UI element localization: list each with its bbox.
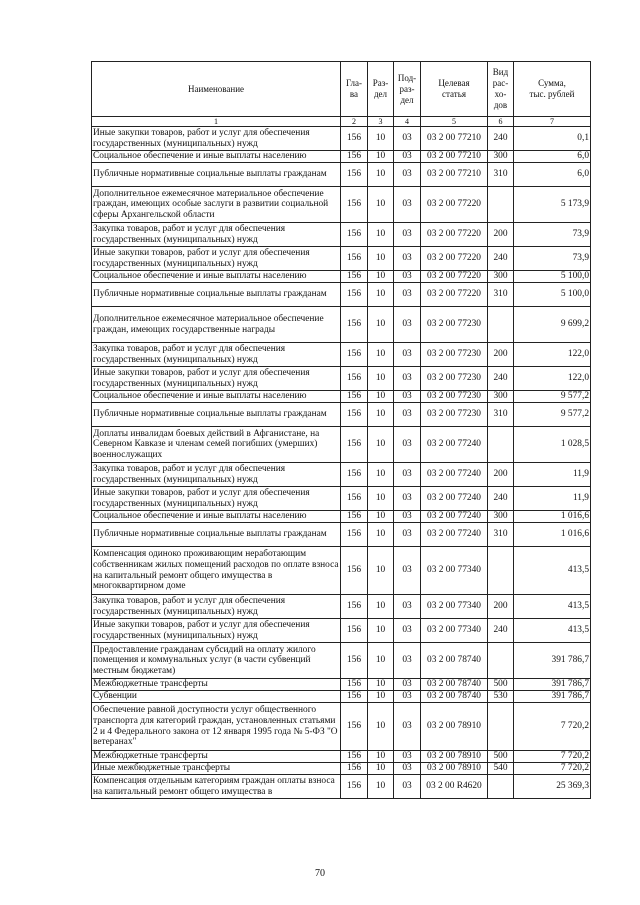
column-number: 5 [421, 117, 488, 127]
row-name: Закупка товаров, работ и услуг для обеспечения государственных (муниципальных) нужд [92, 343, 341, 367]
row-expense-type: 240 [488, 247, 514, 271]
row-amount: 5 100,0 [514, 283, 591, 307]
row-podrazdel: 03 [394, 691, 421, 703]
row-name: Закупка товаров, работ и услуг для обеспечения государственных (муниципальных) нужд [92, 223, 341, 247]
row-razdel: 10 [368, 187, 394, 223]
row-expense-type: 500 [488, 751, 514, 763]
row-name: Закупка товаров, работ и услуг для обеспечения государственных (муниципальных) нужд [92, 595, 341, 619]
row-target-article: 03 2 00 78740 [421, 643, 488, 679]
row-expense-type: 540 [488, 763, 514, 775]
row-amount: 9 577,2 [514, 403, 591, 427]
row-glava: 156 [341, 643, 368, 679]
row-expense-type [488, 775, 514, 799]
row-razdel: 10 [368, 343, 394, 367]
row-razdel: 10 [368, 127, 394, 151]
row-glava: 156 [341, 523, 368, 547]
row-target-article: 03 2 00 78910 [421, 763, 488, 775]
row-target-article: 03 2 00 78910 [421, 751, 488, 763]
row-expense-type [488, 547, 514, 595]
row-target-article: 03 2 00 77220 [421, 223, 488, 247]
header-target: Целевая статья [421, 62, 488, 117]
row-glava: 156 [341, 403, 368, 427]
page-number: 70 [315, 868, 325, 879]
row-name: Межбюджетные трансферты [92, 679, 341, 691]
row-glava: 156 [341, 223, 368, 247]
row-razdel: 10 [368, 679, 394, 691]
row-target-article: 03 2 00 77240 [421, 487, 488, 511]
row-name: Субвенции [92, 691, 341, 703]
column-number: 4 [394, 117, 421, 127]
row-podrazdel: 03 [394, 751, 421, 763]
row-expense-type [488, 703, 514, 751]
row-name: Иные закупки товаров, работ и услуг для обеспечения государственных (муниципальных) нужд [92, 487, 341, 511]
row-glava: 156 [341, 187, 368, 223]
row-razdel: 10 [368, 703, 394, 751]
row-podrazdel: 03 [394, 247, 421, 271]
table-row [92, 247, 591, 271]
row-amount: 9 699,2 [514, 307, 591, 343]
row-podrazdel: 03 [394, 511, 421, 523]
column-number-row [92, 117, 591, 127]
table-row [92, 763, 591, 775]
row-expense-type: 310 [488, 403, 514, 427]
row-target-article: 03 2 00 77230 [421, 391, 488, 403]
table-row [92, 223, 591, 247]
row-target-article: 03 2 00 77210 [421, 163, 488, 187]
row-target-article: 03 2 00 77210 [421, 151, 488, 163]
row-target-article: 03 2 00 78910 [421, 703, 488, 751]
column-number: 2 [341, 117, 368, 127]
row-name: Иные закупки товаров, работ и услуг для обеспечения государственных (муниципальных) нужд [92, 127, 341, 151]
row-amount: 0,1 [514, 127, 591, 151]
row-amount: 391 786,7 [514, 691, 591, 703]
row-expense-type: 240 [488, 127, 514, 151]
row-expense-type: 310 [488, 163, 514, 187]
row-razdel: 10 [368, 643, 394, 679]
row-amount: 9 577,2 [514, 391, 591, 403]
row-target-article: 03 2 00 77220 [421, 187, 488, 223]
row-name: Доплаты инвалидам боевых действий в Афганистане, на Северном Кавказе и членам семей погибших (умерших) военнослужащих [92, 427, 341, 463]
row-glava: 156 [341, 343, 368, 367]
column-number: 1 [92, 117, 341, 127]
row-expense-type: 310 [488, 523, 514, 547]
row-glava: 156 [341, 307, 368, 343]
header-podrazdel: Под- раз- дел [394, 62, 421, 117]
row-expense-type: 200 [488, 463, 514, 487]
table-row [92, 427, 591, 463]
row-expense-type: 240 [488, 619, 514, 643]
row-razdel: 10 [368, 463, 394, 487]
row-glava: 156 [341, 679, 368, 691]
row-razdel: 10 [368, 511, 394, 523]
row-podrazdel: 03 [394, 427, 421, 463]
row-amount: 5 173,9 [514, 187, 591, 223]
row-glava: 156 [341, 367, 368, 391]
row-amount: 1 016,6 [514, 511, 591, 523]
column-number: 7 [514, 117, 591, 127]
row-expense-type [488, 643, 514, 679]
row-amount: 7 720,2 [514, 751, 591, 763]
row-expense-type [488, 307, 514, 343]
row-expense-type: 500 [488, 679, 514, 691]
row-podrazdel: 03 [394, 643, 421, 679]
row-target-article: 03 2 00 78740 [421, 679, 488, 691]
row-podrazdel: 03 [394, 127, 421, 151]
table-row [92, 775, 591, 799]
row-amount: 413,5 [514, 547, 591, 595]
table-row [92, 679, 591, 691]
row-glava: 156 [341, 163, 368, 187]
row-amount: 6,0 [514, 151, 591, 163]
row-podrazdel: 03 [394, 487, 421, 511]
row-razdel: 10 [368, 775, 394, 799]
row-razdel: 10 [368, 247, 394, 271]
header-sum: Сумма, тыс. рублей [514, 62, 591, 117]
header-row [92, 62, 591, 117]
row-amount: 7 720,2 [514, 763, 591, 775]
row-target-article: 03 2 00 77240 [421, 511, 488, 523]
table-row [92, 307, 591, 343]
table-row [92, 703, 591, 751]
table-row [92, 163, 591, 187]
row-razdel: 10 [368, 283, 394, 307]
row-podrazdel: 03 [394, 391, 421, 403]
row-name: Иные межбюджетные трансферты [92, 763, 341, 775]
row-name: Социальное обеспечение и иные выплаты населению [92, 391, 341, 403]
row-razdel: 10 [368, 523, 394, 547]
row-target-article: 03 2 00 77230 [421, 307, 488, 343]
row-podrazdel: 03 [394, 403, 421, 427]
table-row [92, 595, 591, 619]
budget-table [91, 61, 591, 799]
table-row [92, 547, 591, 595]
row-glava: 156 [341, 619, 368, 643]
row-name: Иные закупки товаров, работ и услуг для обеспечения государственных (муниципальных) нужд [92, 367, 341, 391]
row-amount: 1 016,6 [514, 523, 591, 547]
table-row [92, 463, 591, 487]
row-amount: 11,9 [514, 463, 591, 487]
row-target-article: 03 2 00 77220 [421, 247, 488, 271]
row-expense-type: 240 [488, 367, 514, 391]
row-target-article: 03 2 00 77230 [421, 403, 488, 427]
row-target-article: 03 2 00 77340 [421, 547, 488, 595]
row-podrazdel: 03 [394, 775, 421, 799]
row-amount: 73,9 [514, 223, 591, 247]
table-row [92, 187, 591, 223]
row-podrazdel: 03 [394, 367, 421, 391]
row-glava: 156 [341, 391, 368, 403]
row-amount: 413,5 [514, 619, 591, 643]
row-podrazdel: 03 [394, 595, 421, 619]
row-target-article: 03 2 00 77240 [421, 463, 488, 487]
row-razdel: 10 [368, 427, 394, 463]
row-expense-type: 300 [488, 151, 514, 163]
row-target-article: 03 2 00 77230 [421, 367, 488, 391]
row-glava: 156 [341, 775, 368, 799]
table-row [92, 271, 591, 283]
table-row [92, 511, 591, 523]
table-row [92, 751, 591, 763]
row-razdel: 10 [368, 163, 394, 187]
row-glava: 156 [341, 691, 368, 703]
row-name: Социальное обеспечение и иные выплаты населению [92, 511, 341, 523]
row-target-article: 03 2 00 77220 [421, 283, 488, 307]
row-glava: 156 [341, 487, 368, 511]
row-name: Закупка товаров, работ и услуг для обеспечения государственных (муниципальных) нужд [92, 463, 341, 487]
row-glava: 156 [341, 247, 368, 271]
row-podrazdel: 03 [394, 271, 421, 283]
row-target-article: 03 2 00 77210 [421, 127, 488, 151]
row-expense-type: 200 [488, 343, 514, 367]
column-number: 6 [488, 117, 514, 127]
row-glava: 156 [341, 595, 368, 619]
table-row [92, 391, 591, 403]
row-podrazdel: 03 [394, 523, 421, 547]
row-amount: 5 100,0 [514, 271, 591, 283]
row-amount: 6,0 [514, 163, 591, 187]
row-name: Публичные нормативные социальные выплаты гражданам [92, 523, 341, 547]
row-razdel: 10 [368, 151, 394, 163]
row-expense-type: 200 [488, 595, 514, 619]
row-expense-type: 310 [488, 283, 514, 307]
row-razdel: 10 [368, 619, 394, 643]
row-glava: 156 [341, 751, 368, 763]
row-amount: 391 786,7 [514, 643, 591, 679]
row-razdel: 10 [368, 751, 394, 763]
row-name: Социальное обеспечение и иные выплаты населению [92, 151, 341, 163]
row-podrazdel: 03 [394, 151, 421, 163]
row-name: Социальное обеспечение и иные выплаты населению [92, 271, 341, 283]
row-glava: 156 [341, 763, 368, 775]
header-vid: Вид рас- хо- дов [488, 62, 514, 117]
row-razdel: 10 [368, 763, 394, 775]
table-row [92, 151, 591, 163]
row-amount: 391 786,7 [514, 679, 591, 691]
row-razdel: 10 [368, 547, 394, 595]
row-podrazdel: 03 [394, 163, 421, 187]
row-expense-type: 300 [488, 391, 514, 403]
table-row [92, 643, 591, 679]
row-target-article: 03 2 00 78740 [421, 691, 488, 703]
row-amount: 413,5 [514, 595, 591, 619]
row-expense-type: 300 [488, 271, 514, 283]
row-amount: 122,0 [514, 367, 591, 391]
row-glava: 156 [341, 151, 368, 163]
row-name: Компенсация одиноко проживающим неработающим собственникам жилых помещений расходов по оплате взноса на капитальный ремонт общего имущества в многоквартирном доме [92, 547, 341, 595]
row-podrazdel: 03 [394, 187, 421, 223]
row-name: Дополнительное ежемесячное материальное обеспечение граждан, имеющих особые заслуги в развитии социальной сферы Архангельской области [92, 187, 341, 223]
row-glava: 156 [341, 427, 368, 463]
row-podrazdel: 03 [394, 283, 421, 307]
row-glava: 156 [341, 547, 368, 595]
row-target-article: 03 2 00 77340 [421, 595, 488, 619]
row-podrazdel: 03 [394, 343, 421, 367]
header-glava: Гла- ва [341, 62, 368, 117]
row-name: Обеспечение равной доступности услуг общественного транспорта для категорий граждан, установленных статьями 2 и 4 Федерального закона от 12 января 1995 года № 5-ФЗ "О ветеранах" [92, 703, 341, 751]
table-row [92, 403, 591, 427]
row-podrazdel: 03 [394, 223, 421, 247]
row-target-article: 03 2 00 77240 [421, 427, 488, 463]
row-glava: 156 [341, 283, 368, 307]
table-row [92, 487, 591, 511]
row-name: Компенсация отдельным категориям граждан оплаты взноса на капитальный ремонт общего имущества в [92, 775, 341, 799]
table-row [92, 691, 591, 703]
row-amount: 73,9 [514, 247, 591, 271]
row-glava: 156 [341, 463, 368, 487]
row-razdel: 10 [368, 367, 394, 391]
row-amount: 1 028,5 [514, 427, 591, 463]
column-number: 3 [368, 117, 394, 127]
row-razdel: 10 [368, 391, 394, 403]
row-name: Иные закупки товаров, работ и услуг для обеспечения государственных (муниципальных) нужд [92, 247, 341, 271]
row-podrazdel: 03 [394, 679, 421, 691]
table-body [92, 127, 591, 799]
row-target-article: 03 2 00 77240 [421, 523, 488, 547]
row-razdel: 10 [368, 487, 394, 511]
row-glava: 156 [341, 271, 368, 283]
row-name: Публичные нормативные социальные выплаты гражданам [92, 283, 341, 307]
row-expense-type [488, 427, 514, 463]
table-row [92, 127, 591, 151]
row-glava: 156 [341, 703, 368, 751]
row-podrazdel: 03 [394, 547, 421, 595]
table-row [92, 283, 591, 307]
row-name: Иные закупки товаров, работ и услуг для обеспечения государственных (муниципальных) нужд [92, 619, 341, 643]
row-podrazdel: 03 [394, 463, 421, 487]
row-name: Межбюджетные трансферты [92, 751, 341, 763]
row-razdel: 10 [368, 691, 394, 703]
row-name: Публичные нормативные социальные выплаты гражданам [92, 403, 341, 427]
header-razdel: Раз- дел [368, 62, 394, 117]
row-expense-type: 200 [488, 223, 514, 247]
row-podrazdel: 03 [394, 619, 421, 643]
row-razdel: 10 [368, 307, 394, 343]
row-razdel: 10 [368, 595, 394, 619]
table-row [92, 343, 591, 367]
row-podrazdel: 03 [394, 307, 421, 343]
row-razdel: 10 [368, 271, 394, 283]
row-razdel: 10 [368, 223, 394, 247]
row-expense-type: 300 [488, 511, 514, 523]
row-expense-type: 530 [488, 691, 514, 703]
row-target-article: 03 2 00 77340 [421, 619, 488, 643]
row-glava: 156 [341, 127, 368, 151]
table-row [92, 619, 591, 643]
header-name: Наименование [92, 62, 341, 117]
row-expense-type: 240 [488, 487, 514, 511]
row-target-article: 03 2 00 R4620 [421, 775, 488, 799]
row-razdel: 10 [368, 403, 394, 427]
row-name: Предоставление гражданам субсидий на оплату жилого помещения и коммунальных услуг (в части субвенций местным бюджетам) [92, 643, 341, 679]
table-row [92, 367, 591, 391]
row-amount: 25 369,3 [514, 775, 591, 799]
row-expense-type [488, 187, 514, 223]
row-amount: 11,9 [514, 487, 591, 511]
row-amount: 7 720,2 [514, 703, 591, 751]
row-target-article: 03 2 00 77220 [421, 271, 488, 283]
row-target-article: 03 2 00 77230 [421, 343, 488, 367]
row-glava: 156 [341, 511, 368, 523]
table-row [92, 523, 591, 547]
row-amount: 122,0 [514, 343, 591, 367]
row-podrazdel: 03 [394, 703, 421, 751]
row-name: Дополнительное ежемесячное материальное обеспечение граждан, имеющих государственные награды [92, 307, 341, 343]
row-name: Публичные нормативные социальные выплаты гражданам [92, 163, 341, 187]
row-podrazdel: 03 [394, 763, 421, 775]
